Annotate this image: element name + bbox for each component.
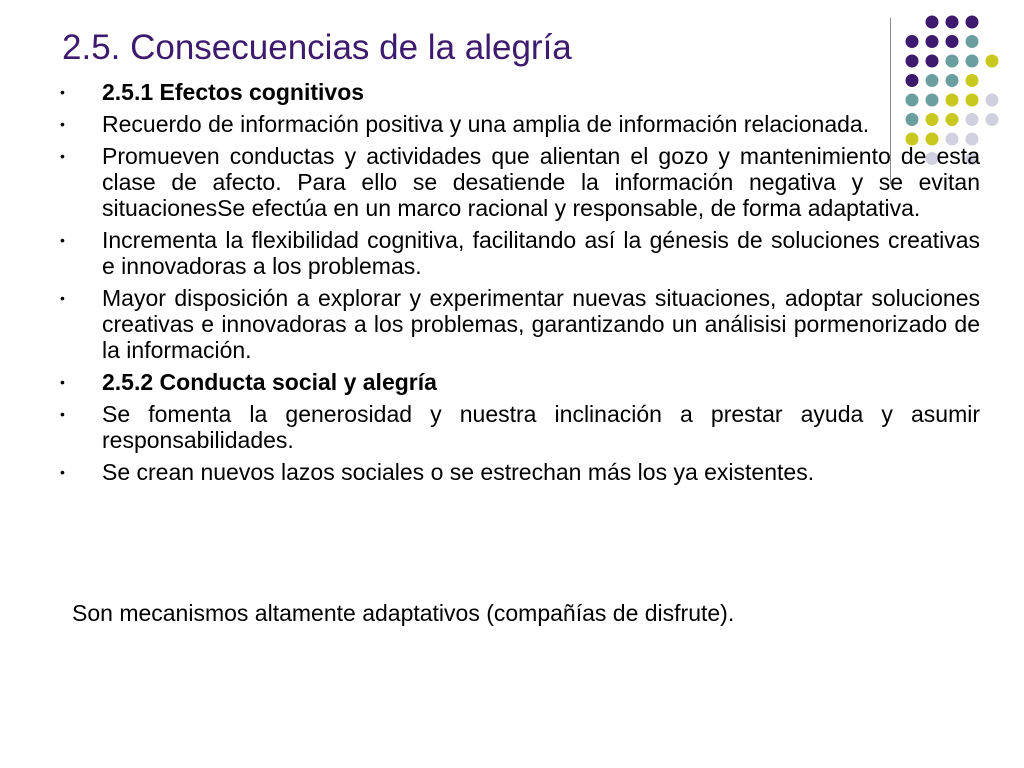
decorative-dot — [946, 55, 959, 68]
bullet-item — [60, 227, 980, 279]
decorative-dot — [986, 94, 999, 107]
bullet-text: Se fomenta la generosidad y nuestra inclinación a prestar ayuda y asumir responsabilidades. — [102, 401, 980, 453]
bullet-marker: • — [60, 116, 65, 132]
decorative-dot — [986, 113, 999, 126]
bullet-item — [60, 111, 980, 137]
bullet-text: Se crean nuevos lazos sociales o se estrechan más los ya existentes. — [102, 459, 815, 485]
bullet-item — [60, 401, 980, 453]
bullet-text: 2.5.2 Conducta social y alegría — [102, 369, 437, 395]
decorative-dot — [906, 55, 919, 68]
decorative-dot — [946, 35, 959, 48]
decorative-dot — [966, 16, 979, 29]
bullet-marker: • — [60, 232, 65, 248]
bullet-text: Promueven conductas y actividades que alientan el gozo y mantenimiento de esta clase de afecto. Para ello se desatiende la información negativa y se evitan situacionesSe efectúa en un marco racional y responsable, de forma adaptativa. — [102, 143, 980, 221]
bullet-marker: • — [60, 290, 65, 306]
decorative-dot — [986, 55, 999, 68]
bullet-marker: • — [60, 374, 65, 390]
decorative-dot — [926, 55, 939, 68]
decorative-dot — [946, 16, 959, 29]
decorative-dot — [906, 35, 919, 48]
decorative-dot — [966, 35, 979, 48]
decorative-dot — [926, 35, 939, 48]
bullet-item — [60, 285, 980, 363]
bullet-text: 2.5.1 Efectos cognitivos — [102, 79, 365, 105]
bullet-item — [60, 79, 980, 105]
decorative-dot — [966, 55, 979, 68]
bullet-text: Incrementa la flexibilidad cognitiva, facilitando así la génesis de soluciones creativas e innovadoras a los problemas. — [102, 227, 980, 279]
bullet-item — [60, 143, 980, 221]
bullet-marker: • — [60, 148, 65, 164]
bullet-list — [60, 79, 980, 491]
bullet-marker: • — [60, 464, 65, 480]
bullet-marker: • — [60, 84, 65, 100]
bullet-item — [60, 459, 980, 485]
slide-title: 2.5. Consecuencias de la alegría — [62, 28, 572, 67]
bullet-marker: • — [60, 406, 65, 422]
bullet-text: Mayor disposición a explorar y experimentar nuevas situaciones, adoptar soluciones creativas e innovadoras a los problemas, garantizando un análisisi pormenorizado de la información. — [102, 285, 980, 363]
closing-note: Son mecanismos altamente adaptativos (compañías de disfrute). — [72, 600, 735, 626]
bullet-item — [60, 369, 980, 395]
decorative-dot — [926, 16, 939, 29]
bullet-text: Recuerdo de información positiva y una amplia de información relacionada. — [102, 111, 870, 137]
